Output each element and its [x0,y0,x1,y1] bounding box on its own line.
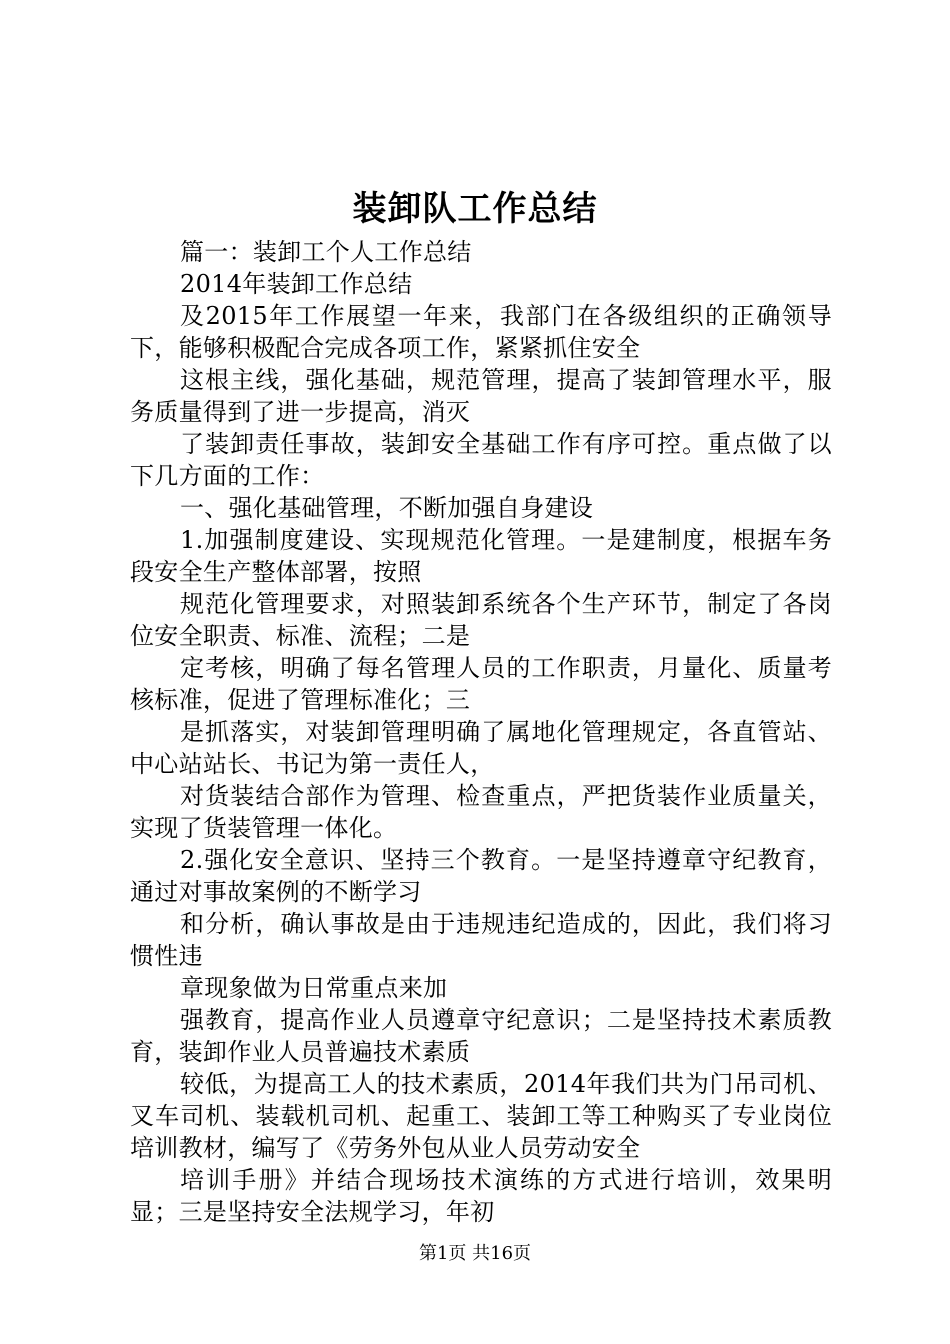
paragraph: 这根主线，强化基础，规范管理，提高了装卸管理水平，服务质量得到了进一步提高，消灭 [130,366,832,426]
paragraph: 2014年装卸工作总结 [180,270,413,298]
paragraph: 是抓落实，对装卸管理明确了属地化管理规定，各直管站、中心站站长、书记为第一责任人， [130,718,832,778]
paragraph: 和分析，确认事故是由于违规违纪造成的，因此，我们将习惯性违 [130,910,832,970]
paragraph: 1.加强制度建设、实现规范化管理。一是建制度，根据车务段安全生产整体部署，按照 [130,526,832,586]
paragraph: 强教育，提高作业人员遵章守纪意识；二是坚持技术素质教育，装卸作业人员普遍技术素质 [130,1006,832,1066]
paragraph: 篇一：装卸工个人工作总结 [180,238,472,266]
paragraph: 2.强化安全意识、坚持三个教育。一是坚持遵章守纪教育，通过对事故案例的不断学习 [130,846,832,906]
document-body [130,236,832,1228]
paragraph: 定考核，明确了每名管理人员的工作职责，月量化、质量考核标准，促进了管理标准化；三 [130,654,832,714]
paragraph: 对货装结合部作为管理、检查重点，严把货装作业质量关，实现了货装管理一体化。 [130,782,832,842]
paragraph: 了装卸责任事故，装卸安全基础工作有序可控。重点做了以下几方面的工作： [130,430,832,490]
page-number-footer: 第1页 共16页 [418,1243,532,1264]
paragraph: 章现象做为日常重点来加 [180,974,448,1002]
paragraph: 培训手册》并结合现场技术演练的方式进行培训，效果明显；三是坚持安全法规学习，年初 [130,1166,832,1226]
document-title: 装卸队工作总结 [352,189,598,229]
paragraph: 及2015年工作展望一年来，我部门在各级组织的正确领导下，能够积极配合完成各项工作，紧紧抓住安全 [130,302,832,362]
paragraph: 规范化管理要求，对照装卸系统各个生产环节，制定了各岗位安全职责、标准、流程；二是 [130,590,832,650]
paragraph: 较低，为提高工人的技术素质，2014年我们共为门吊司机、叉车司机、装载机司机、起重工、装卸工等工种购买了专业岗位培训教材，编写了《劳务外包从业人员劳动安全 [130,1070,832,1162]
paragraph: 一、强化基础管理，不断加强自身建设 [180,494,594,522]
